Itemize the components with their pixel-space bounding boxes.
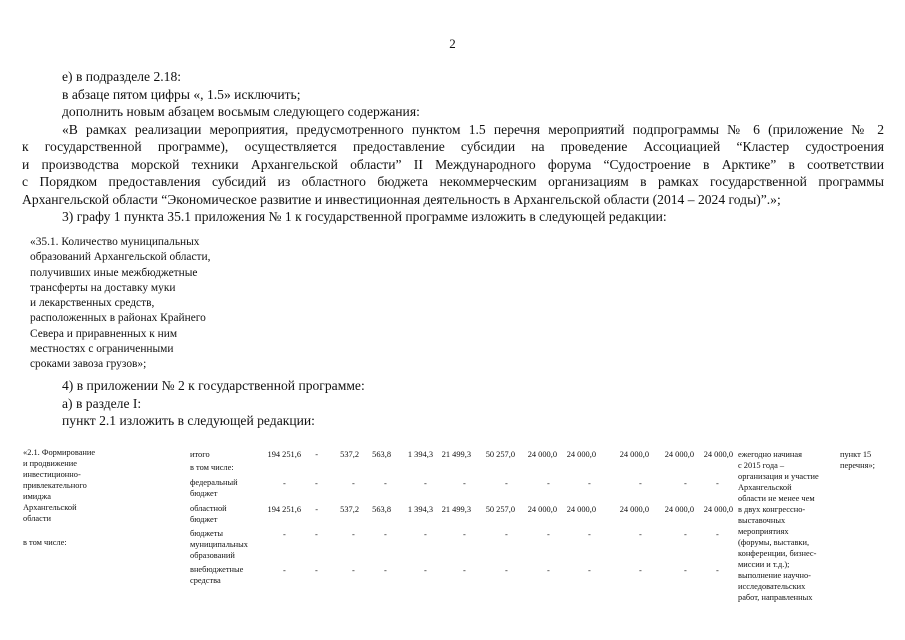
regional-value: 537,2	[340, 505, 359, 514]
total-value: 24 000,0	[527, 450, 557, 459]
municipal-value: -	[384, 530, 387, 539]
federal-value: -	[424, 479, 427, 488]
federal-value: -	[639, 479, 642, 488]
total-value: 24 000,0	[619, 450, 649, 459]
extrabudgetary-value: -	[505, 566, 508, 575]
extrabudgetary-value: -	[547, 566, 550, 575]
item-35-1-text	[30, 235, 250, 373]
subsection-e-title: е) в подразделе 2.18:	[62, 69, 182, 84]
quoted-paragraph-line: к государственной программе), осуществляется предоставление субсидии на проведение Ассоциацией “Кластер судостроения	[22, 139, 884, 154]
entry-line: получивших иные межбюджетные	[30, 266, 198, 279]
source-total: итого	[190, 450, 210, 459]
total-value: 24 000,0	[703, 450, 733, 459]
source-federal: федеральный бюджет	[190, 478, 238, 498]
federal-value: -	[588, 479, 591, 488]
extrabudgetary-value: -	[384, 566, 387, 575]
extrabudgetary-value: -	[315, 566, 318, 575]
municipal-value: -	[547, 530, 550, 539]
total-value: 21 499,3	[441, 450, 471, 459]
regional-value: 24 000,0	[619, 505, 649, 514]
source-municipal: бюджеты муниципальных образований	[190, 529, 248, 560]
federal-value: -	[547, 479, 550, 488]
regional-value: 21 499,3	[441, 505, 471, 514]
quoted-paragraph-line: «В рамках реализации мероприятия, предусмотренного пунктом 1.5 перечня мероприятий подпрограммы № 6 (приложение № 2	[62, 121, 884, 137]
regional-value: 24 000,0	[703, 505, 733, 514]
municipal-value: -	[716, 530, 719, 539]
quoted-paragraph-line: и производства морской техники Архангельской области” II Международного форума “Судостроение в Арктике” в соответствии	[22, 156, 884, 172]
instruction-line: в абзаце пятом цифры «, 1.5» исключить;	[62, 86, 301, 102]
item-4-block	[22, 377, 365, 430]
extrabudgetary-value: -	[352, 566, 355, 575]
extrabudgetary-value: -	[283, 566, 286, 575]
item-4b: пункт 2.1 изложить в следующей редакции:	[62, 413, 315, 428]
quoted-paragraph-line: Архангельской области “Экономическое развитие и инвестиционная деятельность в Архангельской области (2014 – 2024 годы)”.»;	[22, 191, 781, 207]
federal-value: -	[384, 479, 387, 488]
municipal-value: -	[283, 530, 286, 539]
total-value: 537,2	[340, 450, 359, 459]
municipal-value: -	[352, 530, 355, 539]
municipal-value: -	[588, 530, 591, 539]
measure-table	[0, 447, 905, 637]
federal-value: -	[352, 479, 355, 488]
municipal-value: -	[639, 530, 642, 539]
entry-line: образований Архангельской области,	[30, 251, 211, 264]
total-value: 563,8	[372, 450, 391, 459]
item-3: 3) графу 1 пункта 35.1 приложения № 1 к государственной программе изложить в следующей редакции:	[62, 209, 667, 224]
federal-value: -	[283, 479, 286, 488]
measure-name: «2.1. Формирование и продвижение инвестиционно- привлекательного имиджа Архангельской области	[23, 448, 96, 523]
total-value: 194 251,6	[267, 450, 301, 459]
source-including: в том числе:	[190, 463, 234, 472]
regional-value: 50 257,0	[485, 505, 515, 514]
source-regional: областной бюджет	[190, 504, 227, 524]
item-4a: а) в разделе I:	[62, 395, 142, 411]
entry-line: и лекарственных средств,	[30, 297, 155, 310]
regional-value: 563,8	[372, 505, 391, 514]
quoted-paragraph-line: с Порядком предоставления субсидий из областного бюджета некоммерческим организациям в рамках государственной программы	[22, 174, 884, 189]
municipal-value: -	[505, 530, 508, 539]
regional-value: 1 394,3	[407, 505, 433, 514]
total-value: 1 394,3	[407, 450, 433, 459]
federal-value: -	[463, 479, 466, 488]
extrabudgetary-value: -	[639, 566, 642, 575]
municipal-value: -	[684, 530, 687, 539]
federal-value: -	[684, 479, 687, 488]
expected-result: ежегодно начиная с 2015 года – организация и участие Архангельской области не менее чем в двух конгрессно- выставочных мероприятиях (форумы, выставки, конференции, бизнес- миссии и т.д.); выполнение научно- исследовательских работ, направленных	[738, 450, 819, 602]
entry-line: Севера и приравненных к ним	[30, 327, 178, 340]
extrabudgetary-value: -	[684, 566, 687, 575]
municipal-value: -	[315, 530, 318, 539]
regional-value: 194 251,6	[267, 505, 301, 514]
source-extrabudgetary: внебюджетные средства	[190, 565, 244, 585]
entry-line: «35.1. Количество муниципальных	[30, 236, 200, 248]
total-value: 50 257,0	[485, 450, 515, 459]
item-4: 4) в приложении № 2 к государственной программе:	[62, 378, 365, 393]
regional-value: -	[315, 505, 318, 514]
page-number: 2	[449, 36, 456, 51]
federal-value: -	[716, 479, 719, 488]
municipal-value: -	[424, 530, 427, 539]
total-value: 24 000,0	[664, 450, 694, 459]
total-value: -	[315, 450, 318, 459]
federal-value: -	[505, 479, 508, 488]
entry-line: трансферты на доставку муки	[30, 281, 176, 294]
extrabudgetary-value: -	[588, 566, 591, 575]
entry-line: расположенных в районах Крайнего	[30, 312, 206, 325]
entry-line: сроками завоза грузов»;	[30, 358, 147, 371]
regional-value: 24 000,0	[664, 505, 694, 514]
regional-value: 24 000,0	[566, 505, 596, 514]
regional-value: 24 000,0	[527, 505, 557, 514]
extrabudgetary-value: -	[424, 566, 427, 575]
extrabudgetary-value: -	[716, 566, 719, 575]
federal-value: -	[315, 479, 318, 488]
entry-line: местностях с ограниченными	[30, 343, 174, 356]
instruction-line: дополнить новым абзацем восьмым следующего содержания:	[62, 104, 420, 119]
municipal-value: -	[463, 530, 466, 539]
total-value: 24 000,0	[566, 450, 596, 459]
amendment-text	[22, 68, 884, 226]
indicator-link: пункт 15 перечня»;	[840, 450, 875, 470]
extrabudgetary-value: -	[463, 566, 466, 575]
measure-sub-label: в том числе:	[23, 538, 67, 547]
